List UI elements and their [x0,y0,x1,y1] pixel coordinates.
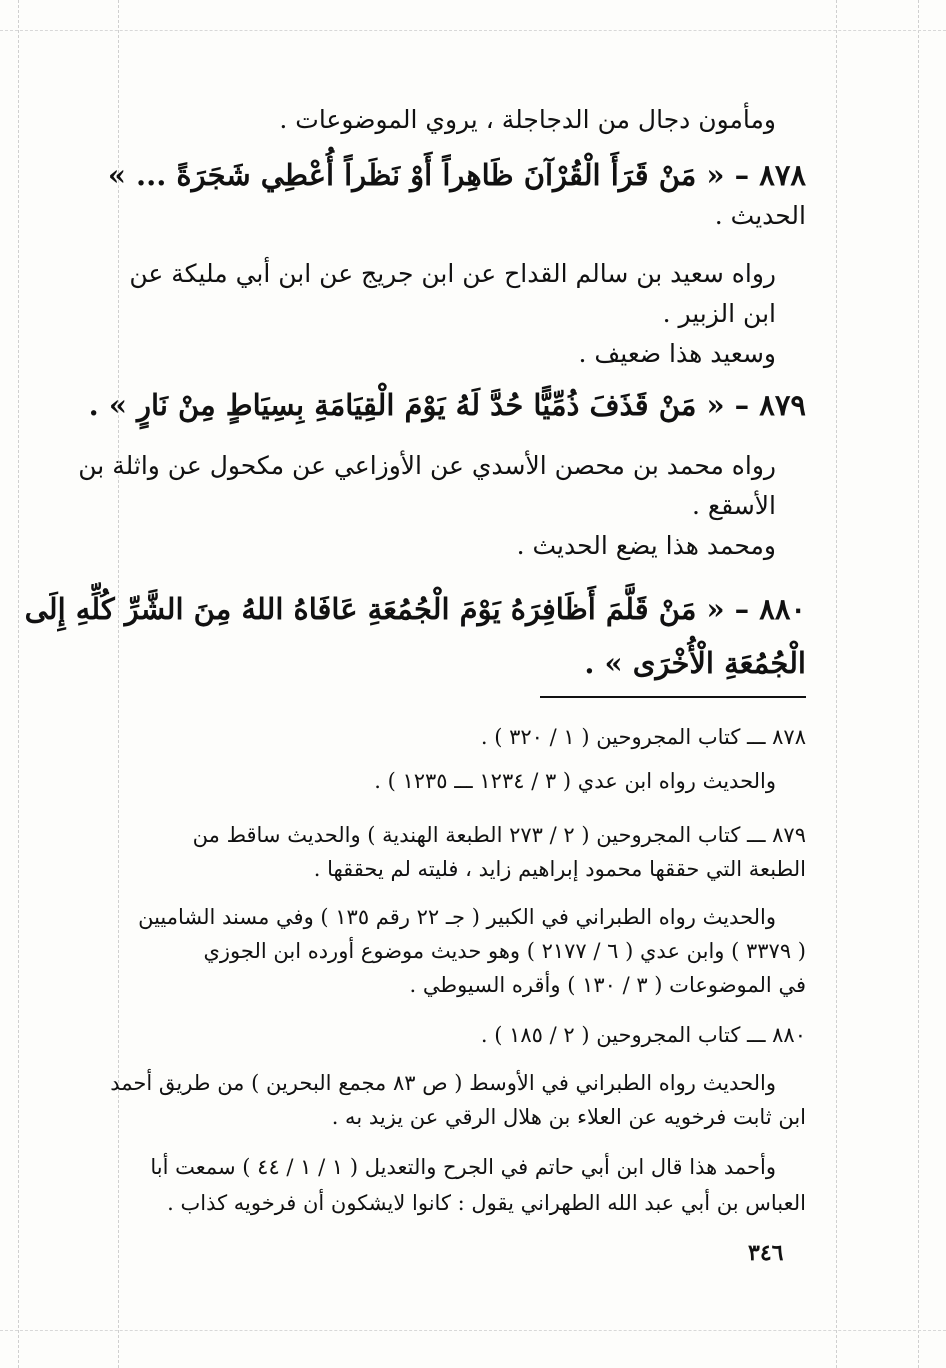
text-line: ابن الزبير . [662,299,776,328]
footnote-line: وأحمد هذا قال ابن أبي حاتم في الجرح والتعديل ( ١ / ١ / ٤٤ ) سمعت أبا [150,1155,776,1179]
footnote-line: والحديث رواه الطبراني في الأوسط ( ص ٨٣ مجمع البحرين ) من طريق أحمد [110,1071,776,1095]
footnote-line: الطبعة التي حققها محمود إبراهيم زايد ، فليته لم يحققها . [313,857,806,881]
page-number: ٣٤٦ [748,1240,784,1266]
text-line: الحديث . [714,201,806,230]
footnote-line: ٨٧٩ ـــ كتاب المجروحين ( ٢ / ٢٧٣ الطبعة الهندية ) والحديث ساقط من [192,823,806,847]
hadith-heading-880-cont: الْجُمُعَةِ الْأُخْرَى » . [584,646,806,680]
margin-guide [0,1330,946,1331]
footnote-line: ( ٣٣٧٩ ) وابن عدي ( ٦ / ٢١٧٧ ) وهو حديث موضوع أورده ابن الجوزي [203,939,806,963]
text-line: ومحمد هذا يضع الحديث . [516,531,776,560]
text-line: رواه سعيد بن سالم القداح عن ابن جريج عن ابن أبي مليكة عن [129,259,776,288]
text-line: رواه محمد بن محصن الأسدي عن الأوزاعي عن مكحول عن واثلة بن [78,451,776,480]
hadith-heading-880: ٨٨٠ – « مَنْ قَلَّمَ أَظَافِرَهُ يَوْمَ الْجُمُعَةِ عَافَاهُ اللهُ مِنَ الشَّرِّ كُلِّهِ إِلَى [24,592,806,626]
hadith-heading-878: ٨٧٨ – « مَنْ قَرَأَ الْقُرْآنَ ظَاهِراً أَوْ نَظَراً أُعْطِي شَجَرَةً ... » [107,158,806,192]
margin-guide [118,0,119,1368]
footnote-line: ٨٨٠ ـــ كتاب المجروحين ( ٢ / ١٨٥ ) . [480,1023,806,1047]
text-line: ومأمون دجال من الدجاجلة ، يروي الموضوعات . [279,105,776,134]
footnote-line: في الموضوعات ( ٣ / ١٣٠ ) وأقره السيوطي . [409,973,806,997]
hadith-heading-879: ٨٧٩ – « مَنْ قَذَفَ ذُمِّيًّا حُدَّ لَهُ يَوْمَ الْقِيَامَةِ بِسِيَاطٍ مِنْ نَارٍ » . [88,388,806,422]
margin-guide [918,0,919,1368]
margin-guide [0,30,946,31]
margin-guide [18,0,19,1368]
text-line: الأسقع . [692,491,776,520]
footnote-separator [540,696,806,698]
footnote-line: ٨٧٨ ـــ كتاب المجروحين ( ١ / ٣٢٠ ) . [480,725,806,749]
footnote-line: والحديث رواه الطبراني في الكبير ( جـ ٢٢ رقم ١٣٥ ) وفي مسند الشاميين [138,905,776,929]
text-line: وسعيد هذا ضعيف . [578,339,776,368]
footnote-line: العباس بن أبي عبد الله الطهراني يقول : كانوا لايشكون أن فرخويه كذاب . [167,1191,806,1215]
footnote-line: والحديث رواه ابن عدي ( ٣ / ١٢٣٤ ـــ ١٢٣٥ ) . [374,769,776,793]
margin-guide [836,0,837,1368]
footnote-line: ابن ثابت فرخويه عن العلاء بن هلال الرقي عن يزيد به . [331,1105,806,1129]
